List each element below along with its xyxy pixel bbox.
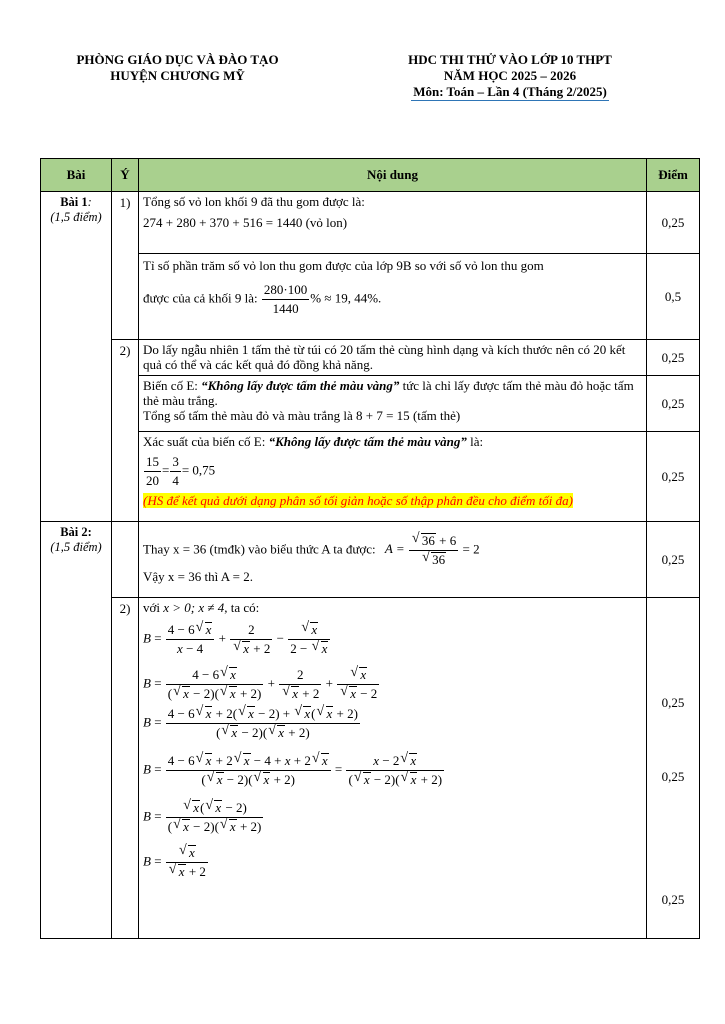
bai1-r5-score: 0,25: [647, 432, 700, 522]
bai1-r2-den: 1440: [272, 301, 299, 316]
bai2-score-a: 0,25: [661, 695, 685, 710]
bai2-r1-num-rad: √ 36: [421, 533, 436, 548]
bai1-r2-text1: Tỉ số phần trăm số vỏ lon thu gom được của lớp 9B so với số vỏ lon thu gom: [143, 258, 544, 273]
formula-step-1: B = $\frac{4 - 6√ x}{x - 4}$ + 2 √ x + 2 − √ $\frac{x}{2 - √ x}$: [143, 621, 642, 658]
bai1-r3-score: 0,25: [647, 340, 700, 376]
bai2-r2-cond-post: , ta có:: [224, 600, 260, 615]
bai2-r1-fraction: [409, 532, 458, 569]
answer-table: [40, 158, 700, 939]
bai1-r5-frac1: [144, 453, 161, 490]
col-header-bai: Bài: [41, 159, 112, 192]
bai1-r1-text: Tổng số vỏ lon khối 9 đã thu gom được là:: [143, 194, 365, 209]
formula-step-5: B = √ $\frac{x(√ x - 2)}{(√ x - 2)(√ x + 2)}$: [143, 799, 642, 836]
bai1-r5-n2: 3: [170, 453, 181, 472]
bai2-r2-content: [139, 598, 647, 939]
bai1-r2-fraction: [262, 281, 309, 318]
bai2-r1-content: [139, 522, 647, 598]
bai1-r4-expr: 8 + 7 = 15: [356, 408, 410, 423]
bai1-r2-tail: % ≈ 19, 44%: [310, 290, 379, 306]
bai2-r1-rhs: = 2: [462, 541, 480, 557]
bai2-r2-cond-pre: với: [143, 600, 160, 615]
exam-title: HDC THI THỬ VÀO LỚP 10 THPT: [408, 52, 612, 67]
table-row: [41, 522, 700, 598]
bai2-y1: [112, 522, 139, 598]
header-right: [375, 52, 645, 101]
bai1-r5-event: “Không lấy được tấm thẻ màu vàng”: [268, 434, 467, 449]
bai1-r2-content: Tỉ số phần trăm số vỏ lon thu gom được của lớp 9B so với số vỏ lon thu gom được của cả khối 9 là: $\frac{280\cdot 100}{1440}$ % ≈ 19, 44%.: [139, 254, 647, 340]
bai1-r5-frac2: [170, 453, 181, 490]
formula-step-6: B = √ x √ x + 2: [143, 844, 642, 881]
bai1-r2-score: 0,5: [647, 254, 700, 340]
subject-line: Môn: Toán – Lần 4 (Tháng 2/2025): [413, 84, 607, 99]
bai1-r4-content: [139, 376, 647, 432]
bai1-r4-score: 0,25: [647, 376, 700, 432]
col-header-y: Ý: [112, 159, 139, 192]
table-row: [41, 376, 700, 432]
bai2-label: Bài 2:: [60, 525, 92, 539]
bai1-label-cell: [41, 192, 112, 522]
bai1-y1: 1): [112, 192, 139, 340]
header-left: [40, 52, 315, 84]
table-row: [41, 254, 700, 340]
bai1-r5-content: Xác suất của biến cố E: “Không lấy được tấm thẻ màu vàng” là: $\frac{15}{20}$ = $\frac{3}{4}$ = 0,75 (HS để kết quả dưới dạng phân số tối giản hoặc số thập phân đều cho điểm tối đa): [139, 432, 647, 522]
bai2-score-c: 0,25: [661, 892, 685, 907]
bai1-r4-event: “Không lấy được tấm thẻ màu vàng”: [201, 378, 400, 393]
bai2-r1-lhs: A =: [384, 541, 405, 557]
bai2-label-cell: [41, 522, 112, 939]
bai1-r5-pre: Xác suất của biến cố E:: [143, 434, 269, 449]
bai2-r1-text: Thay x = 36 (tmđk) vào biểu thức A ta được:: [143, 541, 376, 557]
bai1-r5-note: (HS để kết quả dưới dạng phân số tối giản hoặc số thập phân đều cho điểm tối đa): [143, 493, 573, 508]
bai1-r5-tail: = 0,75: [181, 462, 216, 478]
bai1-r4-unit: (tấm thẻ): [412, 408, 461, 423]
bai2-points: (1,5 điểm): [50, 540, 102, 554]
bai1-r4-pre: Biến cố E:: [143, 378, 202, 393]
bai2-r2-cond: x > 0; x ≠ 4: [163, 600, 225, 615]
bai2-r1-den-rad: √ 36: [431, 552, 446, 567]
bai1-r2-num: 280·100: [262, 281, 309, 300]
bai1-label: Bài 1: [60, 195, 88, 209]
table-row: [41, 192, 700, 254]
bai1-r5-n1: 15: [144, 453, 161, 472]
bai2-y2: 2): [112, 598, 139, 939]
bai1-r4-line2: Tổng số tấm thẻ màu đỏ và màu trắng là: [143, 408, 353, 423]
bai1-y2: 2): [112, 340, 139, 522]
school-year: NĂM HỌC 2025 – 2026: [443, 68, 577, 83]
bai1-r1-content: [139, 192, 647, 254]
department-name: PHÒNG GIÁO DỤC VÀ ĐÀO TẠO: [76, 52, 279, 67]
bai2-r1-conclusion: Vậy x = 36 thì A = 2.: [143, 569, 253, 584]
formula-step-2: B = $\frac{4 - 6√ x}{(√ x - 2)(√ x + 2)}$ + 2 √ x + 2 + √ x √ x − 2: [143, 666, 642, 703]
bai2-score-b: 0,25: [661, 769, 685, 784]
col-header-noi-dung: Nội dung: [139, 159, 647, 192]
table-row: [41, 432, 700, 522]
bai1-r4-post: tức là chỉ lấy được tấm thẻ màu đỏ hoặc tấm thẻ màu trắng.: [143, 378, 634, 408]
bai2-r2-score-cell: [647, 598, 700, 939]
bai1-r1-expr: 274 + 280 + 370 + 516 = 1440: [143, 215, 303, 230]
bai1-r5-d1: 20: [146, 473, 159, 488]
bai1-colon: :: [87, 195, 92, 209]
bai2-r1-num-tail: + 6: [439, 533, 457, 548]
table-row: [41, 598, 700, 939]
bai1-points: (1,5 điểm): [50, 210, 102, 224]
bai1-r3-content: Do lấy ngẫu nhiên 1 tấm thẻ từ túi có 20 tấm thẻ cùng hình dạng và kích thước nên có 20 kết quả có thể và các kết quả đó đồng khả năng.: [139, 340, 647, 376]
col-header-diem: Điểm: [647, 159, 700, 192]
bai1-r5-post: là:: [466, 434, 484, 449]
district-name: HUYỆN CHƯƠNG MỸ: [110, 68, 245, 83]
bai2-r1-score: 0,25: [647, 522, 700, 598]
table-row: [41, 340, 700, 376]
bai1-r2-text2: được của cả khối 9 là:: [143, 290, 258, 306]
bai1-r1-unit: (vỏ lon): [305, 215, 348, 230]
bai1-r5-d2: 4: [172, 473, 179, 488]
formula-step-3: B = $\frac{4 - 6√ x + 2(√ x - 2) + √ x(√ x + 2)}{(√ x - 2)(√ x + 2)}$: [143, 705, 642, 742]
bai1-r1-score: 0,25: [647, 192, 700, 254]
formula-step-4: B = $\frac{4 - 6√ x + 2√ x - 4 + x + 2√ x}{(√ x - 2)(√ x + 2)}$ = $\frac{x - 2√ x}{(√ x - 2)(√ x + 2)}$: [143, 752, 642, 789]
table-header-row: [41, 159, 700, 192]
